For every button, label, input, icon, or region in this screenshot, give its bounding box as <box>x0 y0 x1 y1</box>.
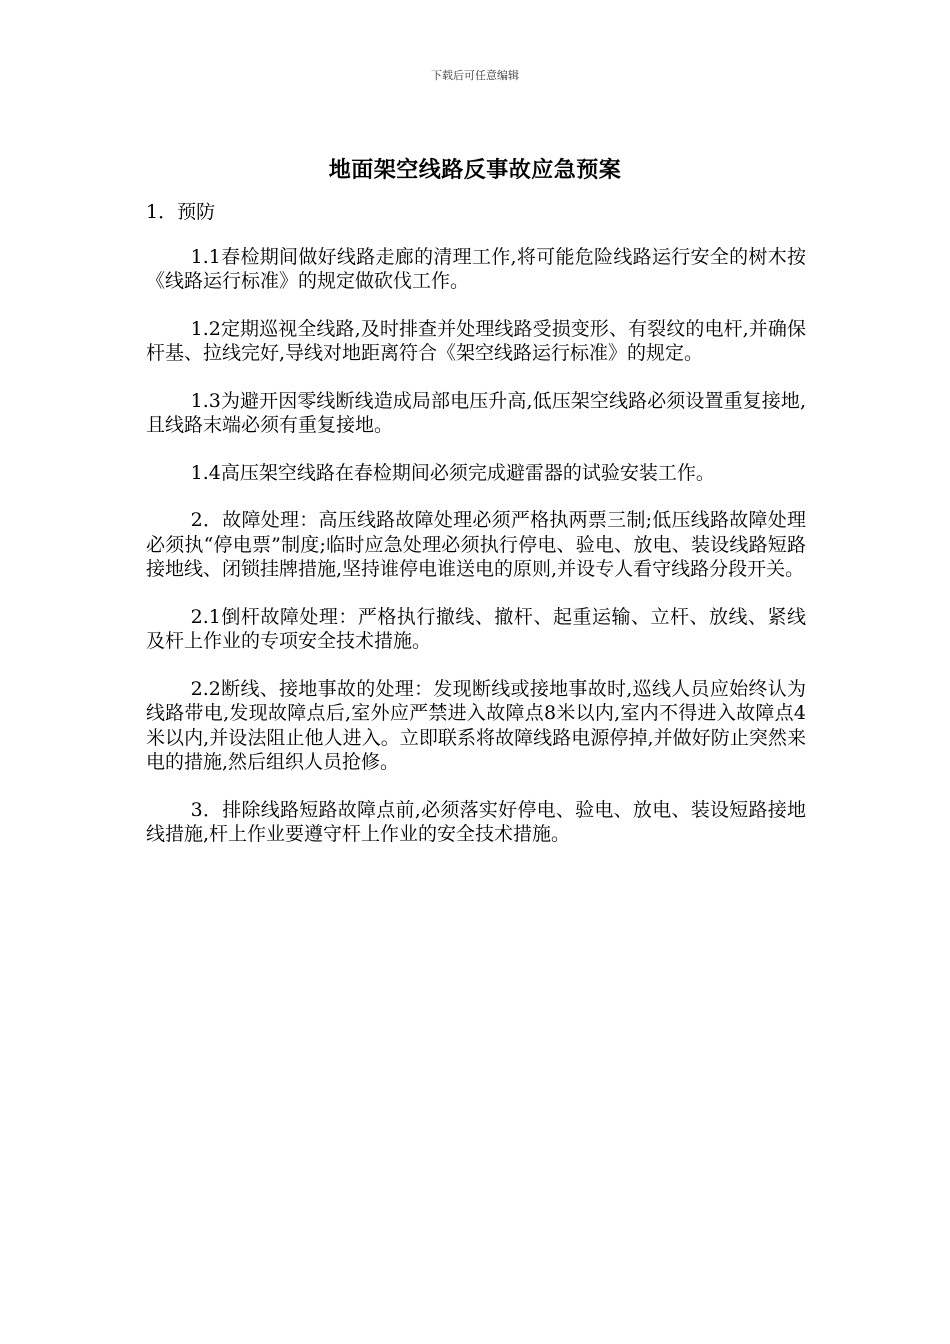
paragraph-2-1: 2.1倒杆故障处理：严格执行撤线、撤杆、起重运输、立杆、放线、紧线及杆上作业的专项安全技术措施。 <box>146 605 806 652</box>
document-body <box>146 200 806 870</box>
header-note: 下载后可任意编辑 <box>431 69 519 82</box>
section-heading-prevention: 1．预防 <box>146 201 216 223</box>
paragraph-1-3: 1.3为避开因零线断线造成局部电压升高,低压架空线路必须设置重复接地,且线路末端必须有重复接地。 <box>146 389 806 436</box>
paragraph-2-2: 2.2断线、接地事故的处理：发现断线或接地事故时,巡线人员应始终认为线路带电,发现故障点后,室外应严禁进入故障点8米以内,室内不得进入故障点4米以内,并设法阻止他人进入。立即联系将故障线路电源停掉,并做好防止突然来电的措施,然后组织人员抢修。 <box>146 677 806 773</box>
paragraph-1-4: 1.4高压架空线路在春检期间必须完成避雷器的试验安装工作。 <box>190 461 715 484</box>
paragraph-2: 2．故障处理：高压线路故障处理必须严格执两票三制;低压线路故障处理必须执“停电票”制度;临时应急处理必须执行停电、验电、放电、装设线路短路接地线、闭锁挂牌措施,坚持谁停电谁送电的原则,并设专人看守线路分段开关。 <box>146 509 806 580</box>
paragraph-3: 3．排除线路短路故障点前,必须落实好停电、验电、放电、装设短路接地线措施,杆上作业要遵守杆上作业的安全技术措施。 <box>146 798 806 845</box>
paragraph-1-1: 1.1春检期间做好线路走廊的清理工作,将可能危险线路运行安全的树木按《线路运行标准》的规定做砍伐工作。 <box>146 245 806 292</box>
document-title: 地面架空线路反事故应急预案 <box>328 158 622 183</box>
paragraph-1-2: 1.2定期巡视全线路,及时排查并处理线路受损变形、有裂纹的电杆,并确保杆基、拉线完好,导线对地距离符合《架空线路运行标准》的规定。 <box>146 317 806 364</box>
